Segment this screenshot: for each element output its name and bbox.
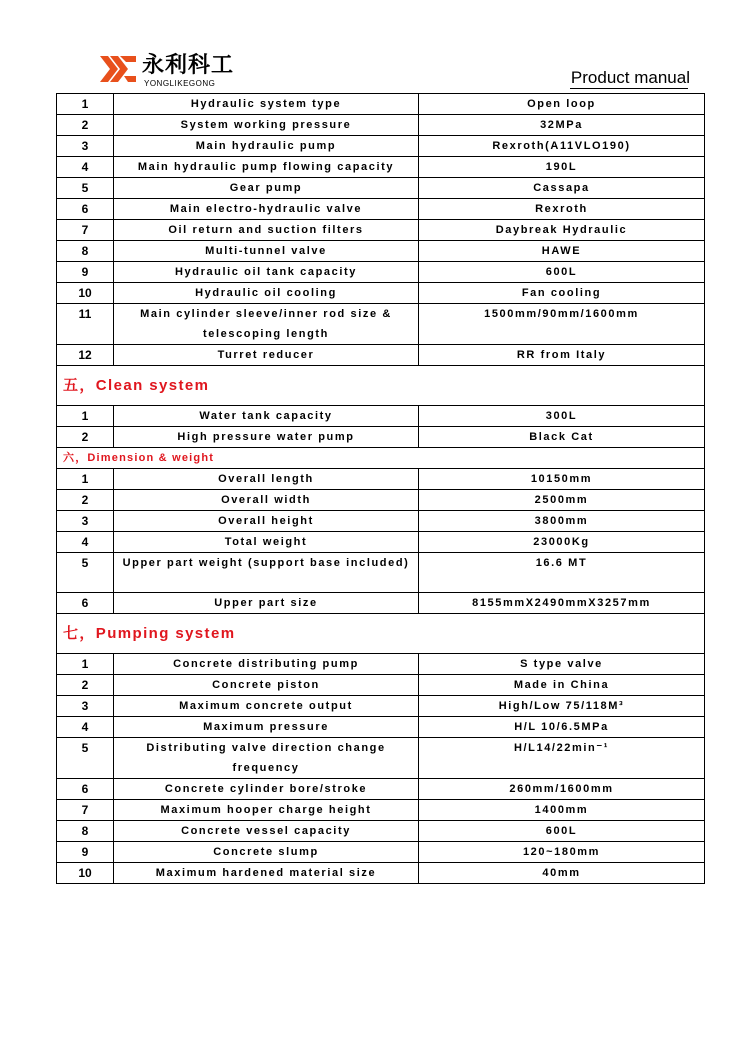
row-number: 11 <box>57 304 114 345</box>
row-item: Main hydraulic pump <box>114 136 419 157</box>
table-row <box>57 262 705 283</box>
row-number: 10 <box>57 283 114 304</box>
table-row <box>57 532 705 553</box>
row-number: 12 <box>57 345 114 366</box>
table-row <box>57 593 705 614</box>
section-header-row <box>57 366 705 406</box>
row-item: Overall width <box>114 490 419 511</box>
row-number: 6 <box>57 593 114 614</box>
row-value: Rexroth <box>419 199 705 220</box>
row-number: 7 <box>57 800 114 821</box>
row-value: 300L <box>419 406 705 427</box>
row-number: 6 <box>57 779 114 800</box>
row-number: 2 <box>57 427 114 448</box>
section-title-dimension: 六，Dimension & weight <box>57 448 705 469</box>
row-value: 260mm/1600mm <box>419 779 705 800</box>
row-number: 9 <box>57 262 114 283</box>
row-item: Main electro-hydraulic valve <box>114 199 419 220</box>
table-row <box>57 469 705 490</box>
row-item: Water tank capacity <box>114 406 419 427</box>
row-item: Hydraulic oil cooling <box>114 283 419 304</box>
table-row <box>57 553 705 593</box>
table-row <box>57 717 705 738</box>
row-number: 4 <box>57 532 114 553</box>
table-row <box>57 490 705 511</box>
row-item: Hydraulic system type <box>114 94 419 115</box>
row-number: 1 <box>57 469 114 490</box>
row-value: H/L14/22min⁻¹ <box>419 738 705 779</box>
row-item: Main cylinder sleeve/inner rod size & telescoping length <box>114 304 419 345</box>
row-number: 3 <box>57 511 114 532</box>
row-number: 2 <box>57 675 114 696</box>
document-title: Product manual <box>570 68 690 87</box>
table-row <box>57 94 705 115</box>
row-number: 4 <box>57 717 114 738</box>
table-row <box>57 199 705 220</box>
row-item: System working pressure <box>114 115 419 136</box>
row-value: Cassapa <box>419 178 705 199</box>
row-value: 2500mm <box>419 490 705 511</box>
company-logo <box>100 52 235 88</box>
row-item: Maximum pressure <box>114 717 419 738</box>
table-row <box>57 511 705 532</box>
row-number: 6 <box>57 199 114 220</box>
row-item: Distributing valve direction change frequency <box>114 738 419 779</box>
table-row <box>57 115 705 136</box>
row-number: 3 <box>57 696 114 717</box>
row-value: S type valve <box>419 654 705 675</box>
row-number: 2 <box>57 490 114 511</box>
table-row <box>57 821 705 842</box>
row-value: Black Cat <box>419 427 705 448</box>
row-number: 1 <box>57 406 114 427</box>
row-item: Concrete vessel capacity <box>114 821 419 842</box>
row-number: 2 <box>57 115 114 136</box>
row-value: 16.6 MT <box>419 553 705 593</box>
table-row <box>57 675 705 696</box>
row-value: 1500mm/90mm/1600mm <box>419 304 705 345</box>
table-row <box>57 220 705 241</box>
row-value: 8155mmX2490mmX3257mm <box>419 593 705 614</box>
table-row <box>57 738 705 779</box>
section-title-clean: 五，Clean system <box>57 366 705 406</box>
table-row <box>57 800 705 821</box>
row-item: Upper part size <box>114 593 419 614</box>
row-value: Daybreak Hydraulic <box>419 220 705 241</box>
row-item: Overall height <box>114 511 419 532</box>
row-value: 32MPa <box>419 115 705 136</box>
row-value: H/L 10/6.5MPa <box>419 717 705 738</box>
table-row <box>57 842 705 863</box>
table-row <box>57 406 705 427</box>
row-value: Open loop <box>419 94 705 115</box>
table-row <box>57 178 705 199</box>
row-item: High pressure water pump <box>114 427 419 448</box>
row-value: Made in China <box>419 675 705 696</box>
table-row <box>57 136 705 157</box>
row-item: Concrete slump <box>114 842 419 863</box>
title-underline <box>570 88 688 89</box>
row-number: 4 <box>57 157 114 178</box>
row-item: Hydraulic oil tank capacity <box>114 262 419 283</box>
row-item: Gear pump <box>114 178 419 199</box>
row-value: 190L <box>419 157 705 178</box>
row-item: Concrete piston <box>114 675 419 696</box>
row-item: Turret reducer <box>114 345 419 366</box>
row-number: 5 <box>57 553 114 593</box>
row-value: 120~180mm <box>419 842 705 863</box>
row-value: 600L <box>419 262 705 283</box>
row-value: 1400mm <box>419 800 705 821</box>
row-number: 8 <box>57 241 114 262</box>
page-header <box>56 52 704 92</box>
row-number: 1 <box>57 654 114 675</box>
row-value: Fan cooling <box>419 283 705 304</box>
row-value: 10150mm <box>419 469 705 490</box>
row-item: Total weight <box>114 532 419 553</box>
row-item: Main hydraulic pump flowing capacity <box>114 157 419 178</box>
row-item: Maximum hardened material size <box>114 863 419 884</box>
table-row <box>57 157 705 178</box>
row-number: 10 <box>57 863 114 884</box>
row-value: 600L <box>419 821 705 842</box>
row-value: 23000Kg <box>419 532 705 553</box>
row-item: Concrete distributing pump <box>114 654 419 675</box>
section-title-pumping: 七，Pumping system <box>57 614 705 654</box>
row-value: 3800mm <box>419 511 705 532</box>
table-row <box>57 283 705 304</box>
row-item: Maximum hooper charge height <box>114 800 419 821</box>
table-row <box>57 345 705 366</box>
row-item: Overall length <box>114 469 419 490</box>
row-item: Maximum concrete output <box>114 696 419 717</box>
row-value: High/Low 75/118M³ <box>419 696 705 717</box>
row-value: Rexroth(A11VLO190) <box>419 136 705 157</box>
row-number: 7 <box>57 220 114 241</box>
brand-name-english: YONGLIKEGONG <box>144 79 216 88</box>
row-value: 40mm <box>419 863 705 884</box>
row-value: RR from Italy <box>419 345 705 366</box>
table-row <box>57 863 705 884</box>
table-row <box>57 241 705 262</box>
table-row <box>57 654 705 675</box>
table-row <box>57 427 705 448</box>
section-header-row <box>57 614 705 654</box>
row-number: 5 <box>57 178 114 199</box>
row-item: Multi-tunnel valve <box>114 241 419 262</box>
row-item: Concrete cylinder bore/stroke <box>114 779 419 800</box>
row-number: 9 <box>57 842 114 863</box>
brand-name-chinese: 永利科工 <box>142 52 235 78</box>
row-number: 3 <box>57 136 114 157</box>
table-row <box>57 696 705 717</box>
row-number: 8 <box>57 821 114 842</box>
row-item: Oil return and suction filters <box>114 220 419 241</box>
table-row <box>57 779 705 800</box>
row-number: 1 <box>57 94 114 115</box>
table-row <box>57 304 705 345</box>
row-item: Upper part weight (support base included) <box>114 553 419 593</box>
section-header-row <box>57 448 705 469</box>
spec-table <box>56 93 705 884</box>
row-value: HAWE <box>419 241 705 262</box>
logo-mark-icon <box>100 54 136 84</box>
row-number: 5 <box>57 738 114 779</box>
